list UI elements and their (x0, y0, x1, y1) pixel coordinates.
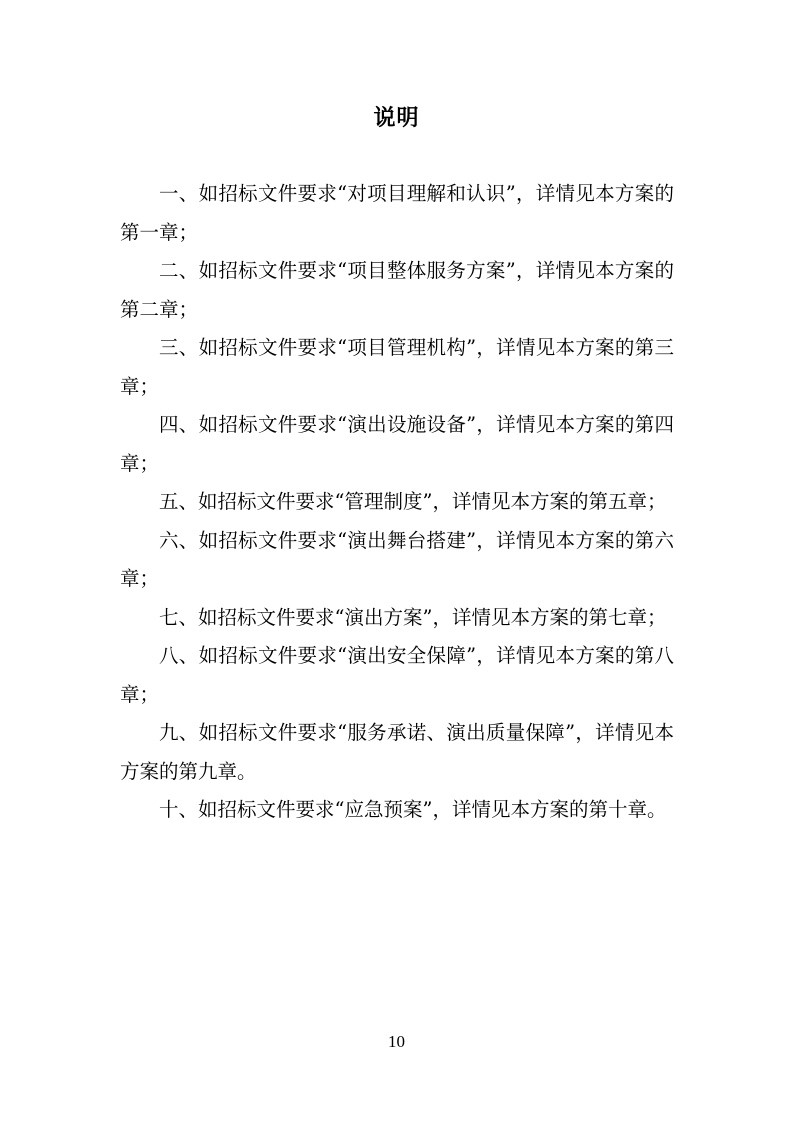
paragraph-6: 六、如招标文件要求“演出舞台搭建”，详情见本方案的第六章； (120, 528, 674, 590)
paragraph-4: 四、如招标文件要求“演出设施设备”，详情见本方案的第四章； (120, 413, 674, 475)
page-number: 10 (388, 1032, 405, 1051)
paragraph-8: 八、如招标文件要求“演出安全保障”，详情见本方案的第八章； (120, 644, 674, 706)
paragraph-1: 一、如招标文件要求“对项目理解和认识”，详情见本方案的第一章； (120, 182, 674, 244)
paragraph-10: 十、如招标文件要求“应急预案”，详情见本方案的第十章。 (159, 798, 667, 821)
page-title: 说明 (373, 105, 420, 131)
paragraph-5: 五、如招标文件要求“管理制度”，详情见本方案的第五章； (159, 490, 667, 513)
paragraph-3: 三、如招标文件要求“项目管理机构”，详情见本方案的第三章； (120, 336, 674, 398)
paragraph-7: 七、如招标文件要求“演出方案”，详情见本方案的第七章； (159, 605, 667, 629)
document-body (120, 175, 674, 830)
paragraph-9: 九、如招标文件要求“服务承诺、演出质量保障”，详情见本方案的第九章。 (120, 721, 674, 783)
paragraph-2: 二、如招标文件要求“项目整体服务方案”，详情见本方案的第二章； (120, 259, 674, 321)
